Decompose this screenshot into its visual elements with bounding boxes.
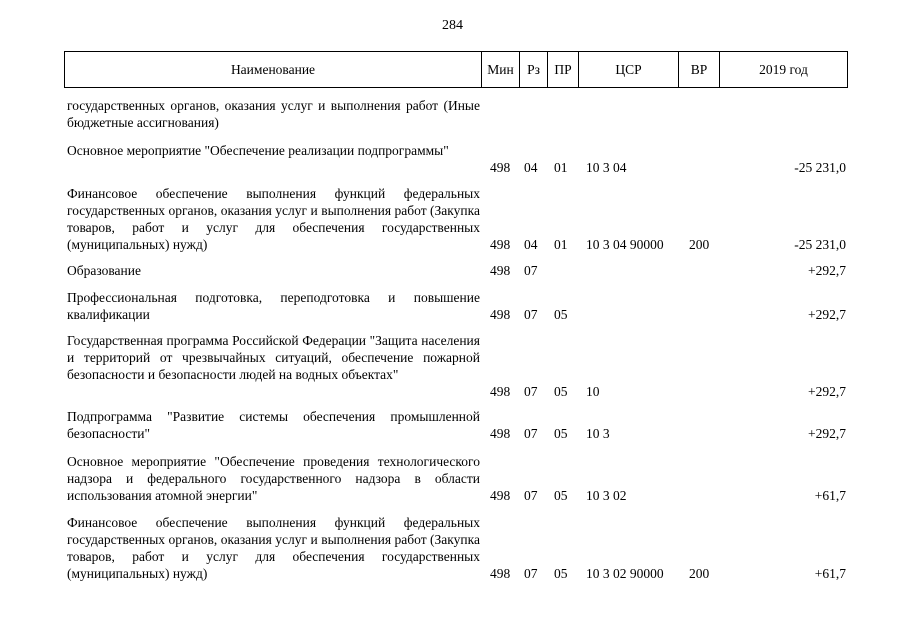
row-csr: 10 3 04 90000 <box>586 237 664 252</box>
row-min: 498 <box>490 488 511 503</box>
row-rz: 07 <box>524 488 538 503</box>
table-row <box>0 185 905 253</box>
row-name: Образование <box>67 263 141 278</box>
row-rz: 07 <box>524 566 538 581</box>
header-vr: ВР <box>679 52 720 88</box>
table-row <box>0 262 905 279</box>
row-name: Подпрограмма "Развитие системы обеспечения промышленной безопасности" <box>67 409 480 441</box>
row-min: 498 <box>490 566 511 581</box>
row-pr: 01 <box>554 237 568 252</box>
row-rz: 07 <box>524 307 538 322</box>
row-sum: +292,7 <box>808 263 846 278</box>
row-sum: -25 231,0 <box>794 237 846 252</box>
row-min: 498 <box>490 307 511 322</box>
row-rz: 04 <box>524 160 538 175</box>
row-sum: +61,7 <box>814 488 846 503</box>
row-name: Финансовое обеспечение выполнения функций федеральных государственных органов, оказания услуг и выполнения работ (Закупка товаров, работ и услуг для обеспечения государственных (муниципальных) нужд) <box>67 515 480 581</box>
row-sum: +292,7 <box>808 384 846 399</box>
row-name: государственных органов, оказания услуг и выполнения работ (Иные бюджетные ассигнования) <box>67 98 480 130</box>
row-min: 498 <box>490 426 511 441</box>
row-sum: +61,7 <box>814 566 846 581</box>
row-min: 498 <box>490 263 511 278</box>
row-name: Профессиональная подготовка, переподготовка и повышение квалификации <box>67 290 480 322</box>
row-name: Государственная программа Российской Федерации "Защита населения и территорий от чрезвычайных ситуаций, обеспечение пожарной безопасности и безопасности людей на водных объектах" <box>67 333 480 382</box>
row-pr: 05 <box>554 384 568 399</box>
row-min: 498 <box>490 384 511 399</box>
row-csr: 10 3 <box>586 426 610 441</box>
header-pr: ПР <box>548 52 579 88</box>
row-pr: 05 <box>554 426 568 441</box>
row-name: Основное мероприятие "Обеспечение реализации подпрограммы" <box>67 143 449 158</box>
row-min: 498 <box>490 237 511 252</box>
table-row <box>0 408 905 442</box>
table-row <box>0 514 905 582</box>
row-pr: 05 <box>554 307 568 322</box>
table-row <box>0 453 905 504</box>
row-rz: 07 <box>524 263 538 278</box>
row-csr: 10 3 02 90000 <box>586 566 664 581</box>
page-number: 284 <box>442 18 463 33</box>
table-header <box>64 51 848 88</box>
header-year: 2019 год <box>720 52 848 88</box>
table-row <box>0 97 905 131</box>
row-min: 498 <box>490 160 511 175</box>
row-rz: 04 <box>524 237 538 252</box>
row-vr: 200 <box>689 237 710 252</box>
row-name: Основное мероприятие "Обеспечение проведения технологического надзора и федерального государственного надзора в области использования атомной энергии" <box>67 454 480 503</box>
row-sum: +292,7 <box>808 426 846 441</box>
row-rz: 07 <box>524 426 538 441</box>
row-sum: -25 231,0 <box>794 160 846 175</box>
row-pr: 05 <box>554 566 568 581</box>
row-sum: +292,7 <box>808 307 846 322</box>
row-pr: 01 <box>554 160 568 175</box>
table-row <box>0 289 905 323</box>
row-vr: 200 <box>689 566 710 581</box>
table-row <box>0 142 905 176</box>
row-csr: 10 3 04 <box>586 160 627 175</box>
row-name: Финансовое обеспечение выполнения функций федеральных государственных органов, оказания услуг и выполнения работ (Закупка товаров, работ и услуг для обеспечения государственных (муниципальных) нужд) <box>67 186 480 252</box>
row-csr: 10 <box>586 384 600 399</box>
row-csr: 10 3 02 <box>586 488 627 503</box>
header-csr: ЦСР <box>579 52 679 88</box>
header-name: Наименование <box>65 52 482 88</box>
row-pr: 05 <box>554 488 568 503</box>
table-row <box>0 332 905 400</box>
header-min: Мин <box>482 52 520 88</box>
row-rz: 07 <box>524 384 538 399</box>
header-rz: Рз <box>520 52 548 88</box>
